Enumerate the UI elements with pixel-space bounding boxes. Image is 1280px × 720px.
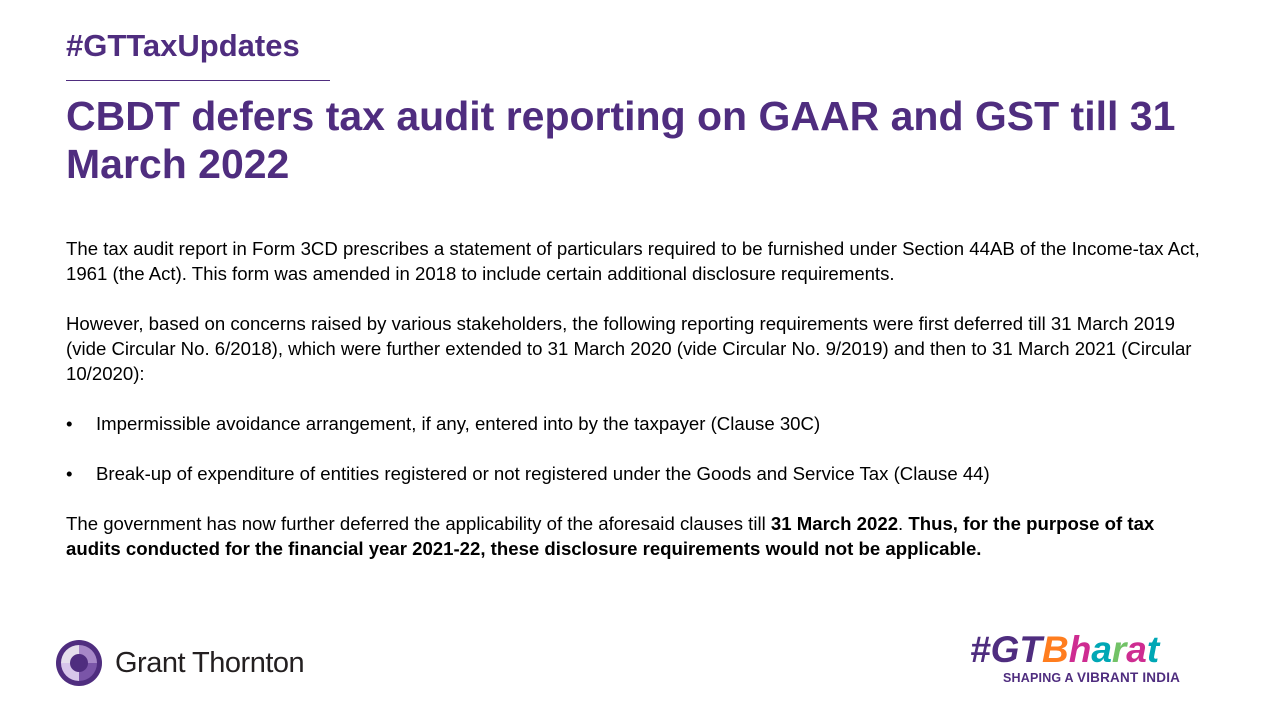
list-item	[66, 411, 1206, 436]
campaign-letter: #	[970, 629, 991, 670]
campaign-letter: t	[1146, 629, 1160, 670]
hashtag-heading: #GTTaxUpdates	[66, 28, 300, 63]
conclusion-dot: .	[898, 513, 909, 534]
grant-thornton-logo	[55, 638, 304, 688]
paragraph-background: However, based on concerns raised by various stakeholders, the following reporting requirements were first deferred till 31 March 2019 (vide Circular No. 6/2018), which were further extended to 31 March 2020 (vide Circular No. 9/2019) and then to 31 March 2021 (Circular 10/2020):	[66, 313, 1192, 384]
paragraph-conclusion	[66, 511, 1206, 561]
list-item	[66, 461, 1206, 486]
heading-divider	[66, 80, 330, 81]
tagline-bold: VIBRANT INDIA	[1077, 670, 1181, 685]
campaign-tagline	[1003, 670, 1210, 685]
campaign-letter: a	[1126, 629, 1147, 670]
campaign-letter: B	[1041, 629, 1069, 670]
bullet-icon: •	[66, 413, 73, 434]
campaign-hashtag	[970, 630, 1210, 670]
bullet-icon: •	[66, 463, 73, 484]
paragraph-intro: The tax audit report in Form 3CD prescribes a statement of particulars required to be furnished under Section 44AB of the Income-tax Act, 1961 (the Act). This form was amended in 2018 to include certain additional disclosure requirements.	[66, 238, 1200, 284]
conclusion-bold: Thus, for the purpose of tax audits conducted for the financial year 2021-22, these disclosure requirements would not be applicable.	[66, 513, 1155, 559]
gtbharat-campaign-logo	[970, 630, 1210, 685]
article-body	[66, 236, 1206, 561]
conclusion-date: 31 March 2022	[770, 513, 899, 534]
campaign-letter: r	[1111, 629, 1127, 670]
logo-wordmark: Grant Thornton	[115, 646, 305, 679]
conclusion-lead: The government has now further deferred the applicability of the aforesaid clauses till	[66, 513, 771, 534]
list-item-text: Break-up of expenditure of entities registered or not registered under the Goods and Service Tax (Clause 44)	[96, 463, 990, 484]
list-item-text: Impermissible avoidance arrangement, if any, entered into by the taxpayer (Clause 30C)	[96, 413, 821, 434]
tagline-lead: SHAPING A	[1003, 671, 1077, 685]
page-title: CBDT defers tax audit reporting on GAAR and GST till 31 March 2022	[66, 93, 1176, 187]
campaign-letter: T	[1019, 629, 1042, 670]
campaign-letter: G	[990, 629, 1020, 670]
campaign-letter: a	[1091, 629, 1112, 670]
grant-thornton-logo-icon	[55, 639, 103, 687]
campaign-letter: h	[1068, 629, 1092, 670]
